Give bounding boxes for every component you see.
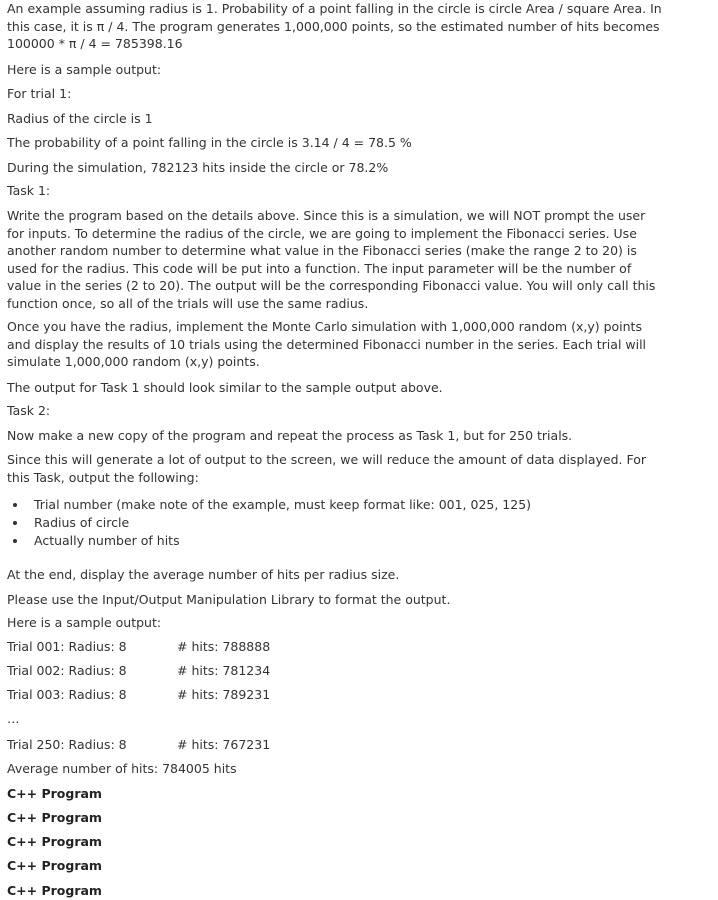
- list-item: Actually number of hits: [7, 532, 531, 550]
- probability-line: The probability of a point falling in the circle is 3.14 / 4 = 78.5 %: [7, 135, 412, 150]
- sample-row-trial: Trial 002: Radius: 8: [7, 663, 127, 678]
- cpp-program-label: C++ Program: [7, 786, 102, 801]
- bullet-icon: [13, 521, 17, 525]
- cpp-program-label: C++ Program: [7, 883, 102, 898]
- task-2-body: Now make a new copy of the program and repeat the process as Task 1, but for 250 trials.: [7, 428, 573, 443]
- sample-row-hits: # hits: 788888: [177, 639, 271, 654]
- task-1-heading: Task 1:: [7, 183, 51, 198]
- task-1-body: Write the program based on the details above. Since this is a simulation, we will NOT prompt the user for inputs. To determine the radius of the circle, we are going to implement the Fibonacci series. Use another random number to determine what value in the Fibonacci series (make the range 2 to 20) is used for the radius. This code will be put into a function. The input parameter will be the number of value in the series (2 to 20). The output will be the corresponding Fibonacci value. You will only call this function once, so all of the trials will use the same radius.: [7, 208, 656, 311]
- library-note: Please use the Input/Output Manipulation Library to format the output.: [7, 592, 451, 607]
- trial-1-label: For trial 1:: [7, 86, 72, 101]
- cpp-program-label: C++ Program: [7, 810, 102, 825]
- cpp-program-label: C++ Program: [7, 834, 102, 849]
- sample-row-hits: # hits: 789231: [177, 687, 271, 702]
- radius-line: Radius of the circle is 1: [7, 111, 153, 126]
- sample-row-hits: # hits: 767231: [177, 737, 271, 752]
- sample-row-trial: Trial 250: Radius: 8: [7, 737, 127, 752]
- task-2-body-2: Since this will generate a lot of output to the screen, we will reduce the amount of data displayed. For this Task, output the following:: [7, 452, 647, 485]
- bullet-icon: [13, 539, 17, 543]
- sample-row-last: [7, 736, 271, 754]
- sample-row-trial: Trial 003: Radius: 8: [7, 687, 127, 702]
- bullet-icon: [13, 503, 17, 507]
- sample-row: [7, 638, 271, 656]
- sample-output-heading: Here is a sample output:: [7, 62, 162, 77]
- list-item: Radius of circle: [7, 514, 531, 532]
- intro-paragraph: An example assuming radius is 1. Probability of a point falling in the circle is circle Area / square Area. In this case, it is π / 4. The program generates 1,000,000 points, so the estimated number of hits becomes 100000 * π / 4 = 785398.16: [7, 1, 662, 51]
- average-note: At the end, display the average number of hits per radius size.: [7, 567, 400, 582]
- sample-output-heading-2: Here is a sample output:: [7, 615, 162, 630]
- cpp-program-label: C++ Program: [7, 858, 102, 873]
- task-1-body-2: Once you have the radius, implement the Monte Carlo simulation with 1,000,000 random (x,y) points and display the results of 10 trials using the determined Fibonacci number in the series. Each trial will simulate 1,000,000 random (x,y) points.: [7, 319, 647, 369]
- sample-row: [7, 686, 271, 704]
- task-2-heading: Task 2:: [7, 403, 51, 418]
- task-1-output-note: The output for Task 1 should look similar to the sample output above.: [7, 380, 443, 395]
- sample-row-hits: # hits: 781234: [177, 663, 271, 678]
- ellipsis: …: [7, 711, 20, 726]
- output-requirements-list: [7, 496, 531, 550]
- simulation-line: During the simulation, 782123 hits inside the circle or 78.2%: [7, 160, 389, 175]
- average-line: Average number of hits: 784005 hits: [7, 761, 237, 776]
- sample-row: [7, 662, 271, 680]
- list-item: Trial number (make note of the example, must keep format like: 001, 025, 125): [7, 496, 531, 514]
- sample-row-trial: Trial 001: Radius: 8: [7, 639, 127, 654]
